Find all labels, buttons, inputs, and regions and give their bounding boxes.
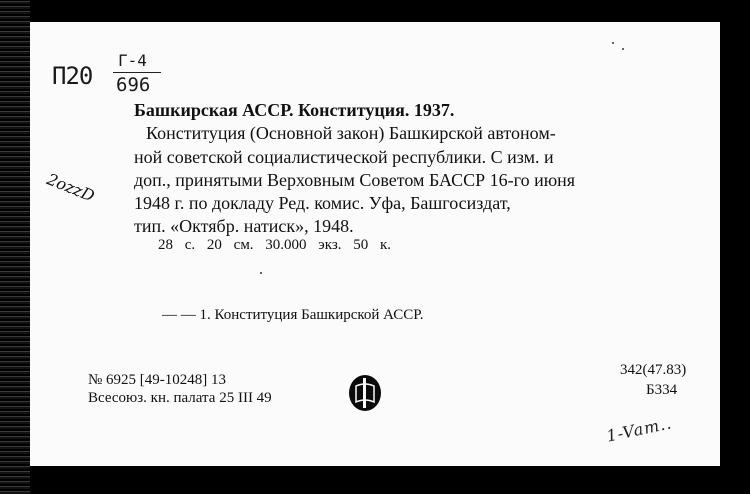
physical-details: 28 с. 20 см. 30.000 экз. 50 к. (158, 237, 392, 253)
description-line: доп., принятыми Верховным Советом БАССР 16-го июня (134, 170, 576, 190)
scan-speck (260, 272, 262, 274)
description-line: тип. «Октябр. натиск», 1948. (134, 216, 354, 236)
scan-speck (612, 42, 614, 44)
shelfmark-numerator: Г-4 (118, 51, 147, 70)
classification-code: 342(47.83) (620, 362, 687, 378)
description-line: Конституция (Основной закон) Башкирской автоном- (146, 123, 556, 143)
scan-speck (622, 48, 624, 50)
chamber-stamp-text: Всесоюз. кн. палата 25 III 49 (88, 390, 272, 406)
card-heading: Башкирская АССР. Конституция. 1937. (134, 100, 455, 120)
shelfmark-prefix: П20 (52, 62, 93, 90)
shelfmark-fraction-line (113, 72, 161, 73)
book-chamber-emblem (348, 374, 382, 412)
description-line: 1948 г. по докладу Ред. комис. Уфа, Башгосиздат, (134, 193, 511, 213)
registry-number: № 6925 [49-10248] 13 (88, 372, 227, 388)
margin-handwritten-note: 2ozzD (44, 169, 98, 206)
subject-entry: — — 1. Конституция Башкирской АССР. (162, 307, 424, 323)
author-mark: Б334 (646, 382, 678, 398)
description-line: ной советской социалистической республики. С изм. и (134, 147, 554, 167)
scan-left-edge (0, 0, 30, 494)
bottom-handwritten-note: 1-Vam.. (604, 413, 674, 446)
shelfmark-denominator: 696 (116, 74, 151, 96)
scan-right-border (720, 22, 750, 466)
